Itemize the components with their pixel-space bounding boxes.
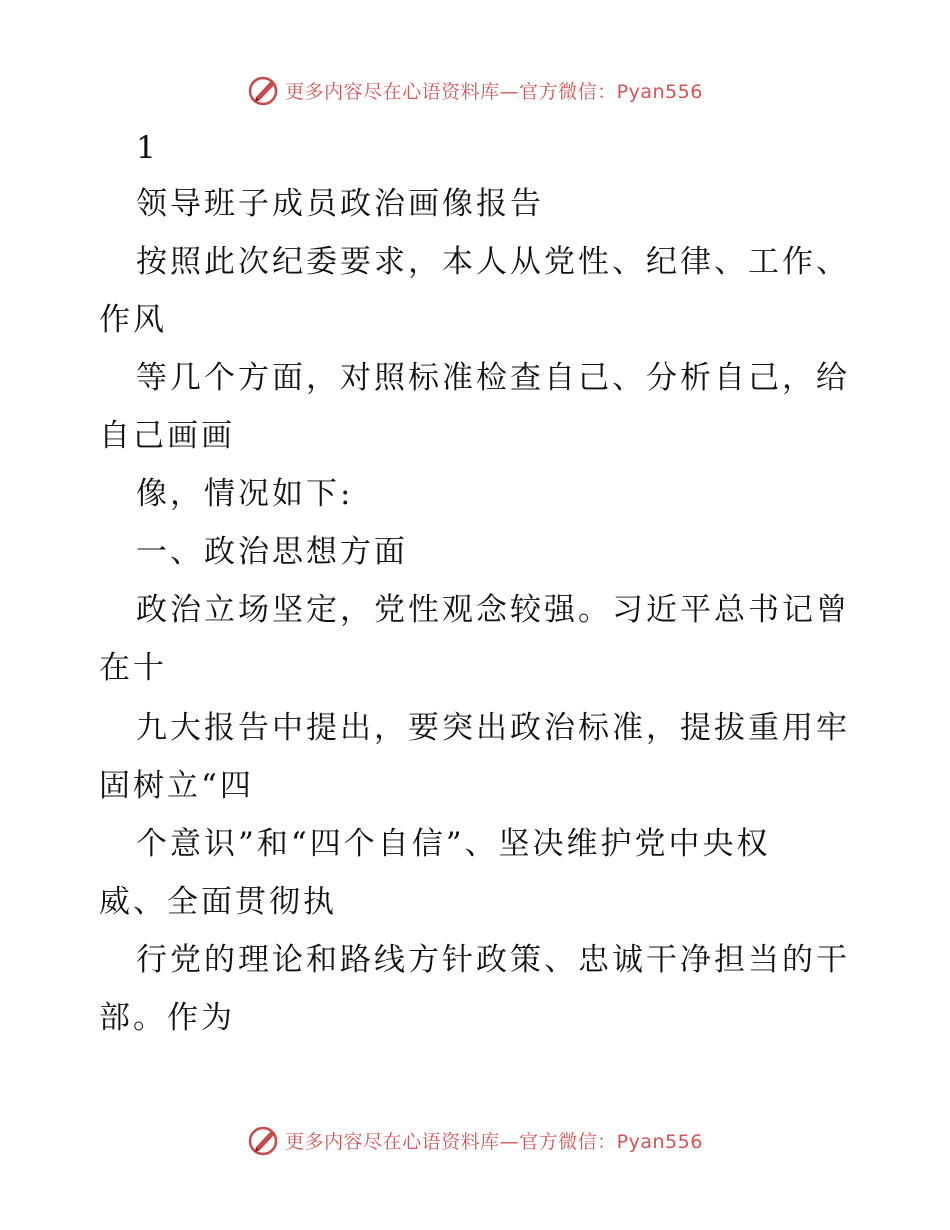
page-number: 1 (136, 130, 159, 166)
pen-circle-logo-icon (247, 73, 281, 107)
header-watermark (0, 70, 950, 110)
section-heading: 一、政治思想方面 (136, 534, 408, 570)
pen-circle-logo-icon (247, 1123, 281, 1157)
paragraph-line: 在十 (99, 650, 167, 686)
watermark-text: 更多内容尽在心语资料库—官方微信：Pyan556 (285, 80, 703, 103)
paragraph-line: 个意识”和“四个自信”、坚决维护党中央权 (136, 826, 771, 862)
paragraph-line: 自己画画 (99, 418, 235, 454)
paragraph-line: 行党的理论和路线方针政策、忠诚干净担当的干 (136, 942, 850, 978)
watermark-text: 更多内容尽在心语资料库—官方微信：Pyan556 (285, 1130, 703, 1153)
paragraph-line: 政治立场坚定，党性观念较强。习近平总书记曾 (136, 592, 850, 628)
paragraph-line: 作风 (99, 302, 167, 338)
footer-watermark (0, 1120, 950, 1160)
paragraph-line: 固树立“四 (99, 768, 254, 804)
document-title: 领导班子成员政治画像报告 (136, 186, 544, 222)
paragraph-line: 按照此次纪委要求，本人从党性、纪律、工作、 (136, 244, 850, 280)
paragraph-line: 等几个方面，对照标准检查自己、分析自己，给 (136, 360, 850, 396)
paragraph-line: 像，情况如下: (136, 476, 354, 512)
paragraph-line: 威、全面贯彻执 (99, 884, 337, 920)
paragraph-line: 部。作为 (99, 1000, 235, 1036)
paragraph-line: 九大报告中提出，要突出政治标准，提拔重用牢 (136, 710, 850, 746)
